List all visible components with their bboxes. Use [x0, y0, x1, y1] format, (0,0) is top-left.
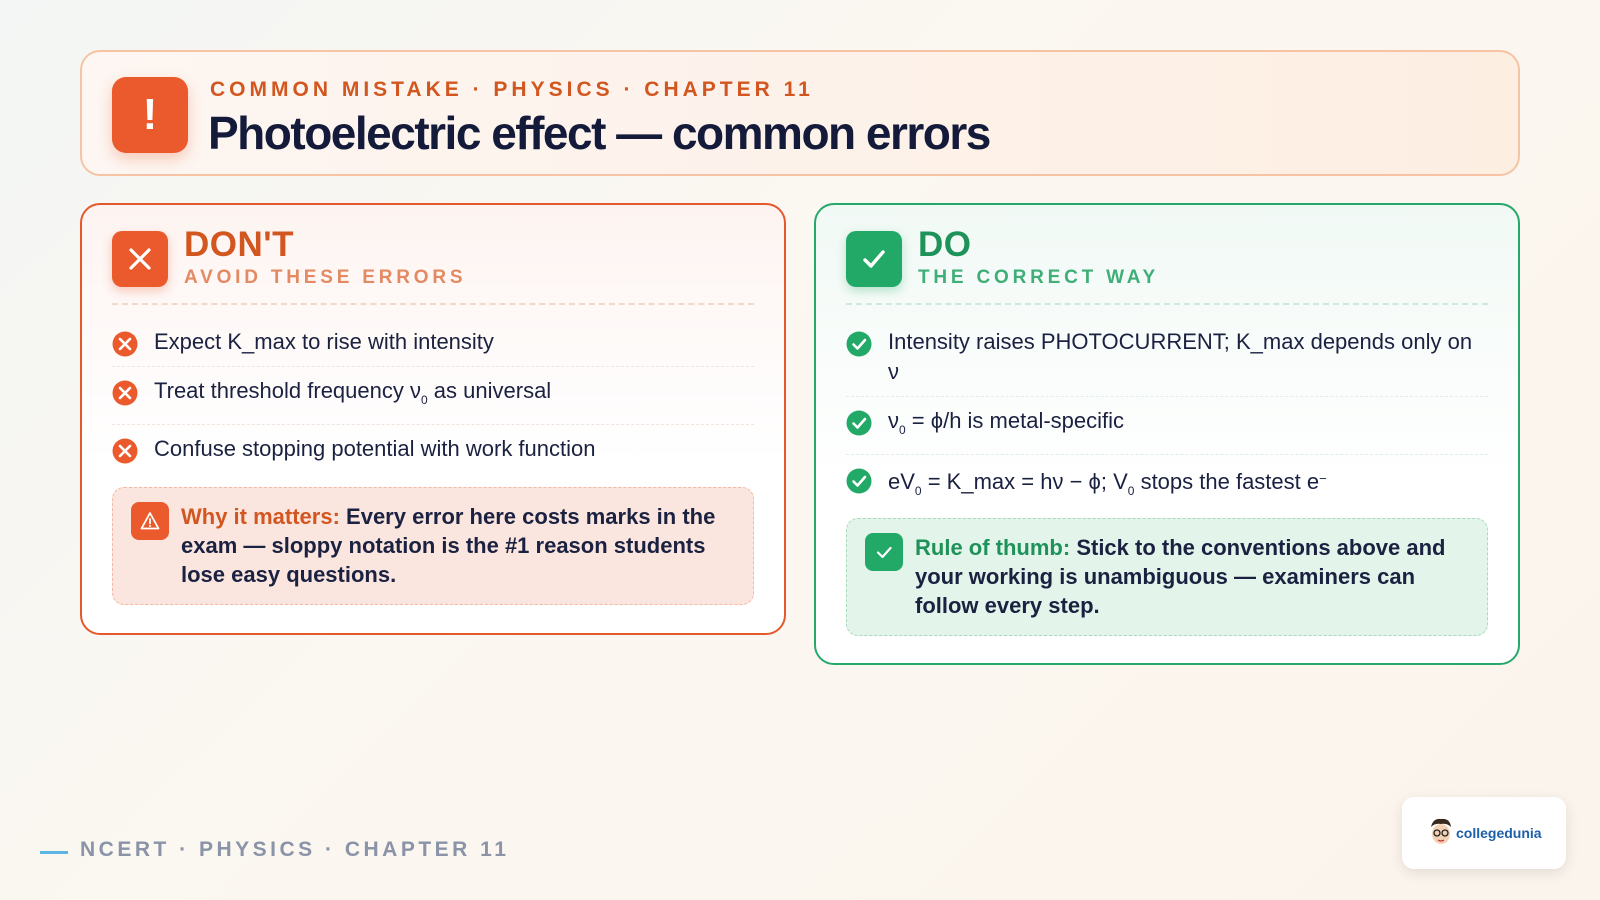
- header-kicker: COMMON MISTAKE · PHYSICS · CHAPTER 11: [210, 78, 814, 101]
- subscript: 0: [914, 484, 922, 498]
- item-text: Intensity raises PHOTOCURRENT; K_max depends only on ν: [888, 329, 1473, 384]
- do-card: [814, 203, 1520, 665]
- divider: [846, 303, 1488, 305]
- item-text: = ϕ/h is metal-specific: [905, 408, 1125, 433]
- item-text: Confuse stopping potential with work function: [154, 436, 596, 461]
- list-item: [846, 397, 1488, 455]
- list-item: [846, 455, 1488, 515]
- mascot-icon: [1428, 817, 1454, 849]
- subscript: 0: [1127, 484, 1135, 498]
- list-item: [846, 318, 1488, 397]
- check-icon: [865, 533, 903, 571]
- callout-text: Stick to the conventions above and your working is unambiguous — examiners can follow every step.: [915, 535, 1446, 618]
- item-text: Treat threshold frequency ν: [154, 378, 421, 403]
- callout-text: Every error here costs marks in the exam — sloppy notation is the #1 reason students lose easy questions.: [181, 504, 716, 587]
- x-circle-icon: [112, 331, 138, 357]
- do-subtitle: THE CORRECT WAY: [918, 267, 1160, 288]
- list-item: [112, 425, 754, 473]
- item-text: ν: [888, 408, 899, 433]
- superscript: −: [1319, 471, 1327, 486]
- divider: [112, 303, 754, 305]
- check-icon: [846, 231, 902, 287]
- callout-lead: Why it matters:: [181, 504, 340, 529]
- why-it-matters-callout: [112, 487, 754, 605]
- check-circle-icon: [846, 410, 872, 436]
- dont-subtitle: AVOID THESE ERRORS: [184, 267, 467, 288]
- rule-of-thumb-callout: [846, 518, 1488, 636]
- page-title: Photoelectric effect — common errors: [208, 107, 990, 159]
- logo-text: collegedunia: [1456, 825, 1542, 841]
- callout-lead: Rule of thumb:: [915, 535, 1071, 560]
- check-circle-icon: [846, 331, 872, 357]
- footer-text: NCERT · PHYSICS · CHAPTER 11: [80, 838, 510, 861]
- x-circle-icon: [112, 438, 138, 464]
- exclamation-icon: !: [112, 77, 188, 153]
- warning-icon: [131, 502, 169, 540]
- do-title: DO: [918, 225, 972, 264]
- item-text: as universal: [427, 378, 552, 403]
- subscript: 0: [421, 393, 428, 407]
- do-list: [846, 318, 1488, 515]
- list-item: [112, 367, 754, 425]
- collegedunia-logo[interactable]: [1402, 797, 1566, 869]
- list-item: [112, 318, 754, 367]
- subscript: 0: [899, 423, 906, 437]
- item-text: eV: [888, 469, 915, 494]
- dont-list: [112, 318, 754, 473]
- item-text: Expect K_max to rise with intensity: [154, 329, 494, 354]
- footer-accent-line: [40, 851, 68, 854]
- item-text: stops the fastest e: [1134, 469, 1320, 494]
- check-circle-icon: [846, 468, 872, 494]
- close-icon: [112, 231, 168, 287]
- dont-title: DON'T: [184, 225, 294, 264]
- item-text: = K_max = hν − ϕ; V: [921, 469, 1128, 494]
- dont-card: [80, 203, 786, 635]
- header-banner: [80, 50, 1520, 176]
- x-circle-icon: [112, 380, 138, 406]
